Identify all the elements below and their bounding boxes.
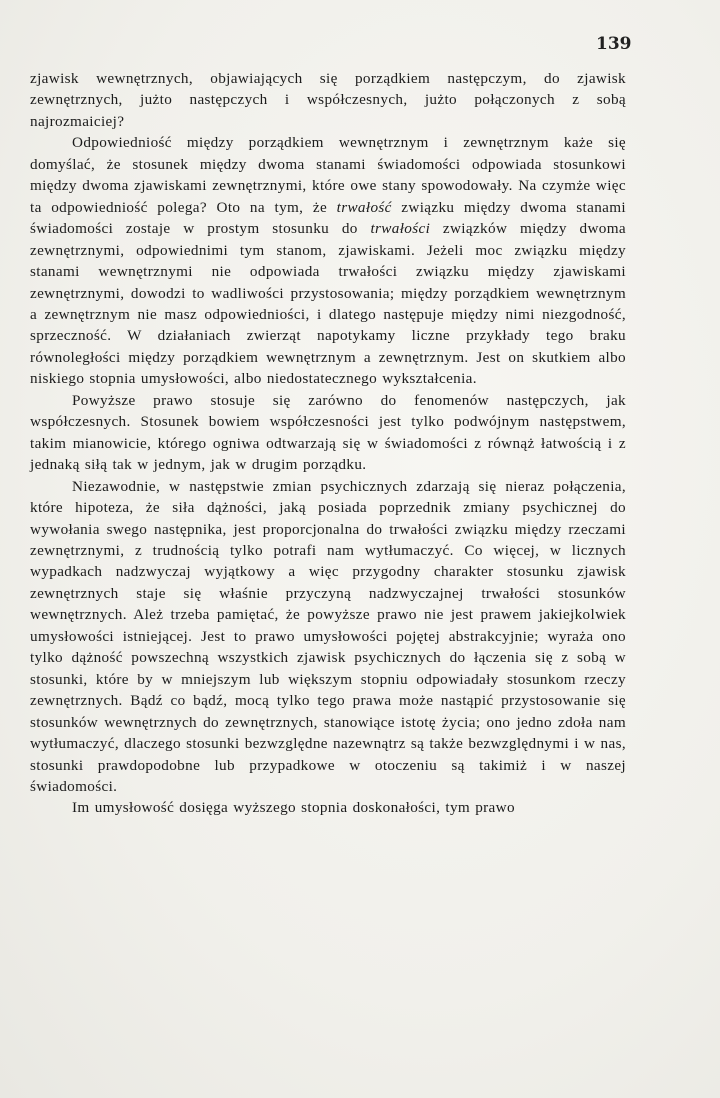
- paragraph: [30, 390, 626, 476]
- emphasized-text: trwałość: [336, 198, 392, 216]
- paragraph-text: związku między dwoma stanami świadomości zostaje w prostym stosunku do: [30, 198, 626, 238]
- emphasized-text: trwałości: [370, 220, 431, 238]
- paragraph: [30, 797, 626, 818]
- paragraph-text: zjawisk wewnętrznych, objawiających się porządkiem następczym, do zjawisk zewnętrznych, jużto następczych i współczesnych, jużto połączonych z sobą najrozmaiciej?: [30, 70, 626, 130]
- paragraph-text: Niezawodnie, w następstwie zmian psychicznych zdarzają się nieraz połączenia, które hipoteza, że siła dążności, jaką posiada poprzednik zmiany psychicznej do wywołania swego następnika, jest proporcjonalna do trwałości związku między rzeczami zewnętrznymi, z trudnością tylko potrafi nam wytłumaczyć. Co więcej, w licznych wypadkach nadzwyczaj wyjątkowy a więc przygodny charakter stosunku zjawisk zewnętrznych staje się właśnie przyczyną nadzwyczajnej trwałości stosunków wewnętrznych. Ależ trzeba pamiętać, że powyższe prawo nie jest prawem jakiejkolwiek umysłowości istniejącej. Jest to prawo umysłowości pojętej abstrakcyjnie; wyraża ono tylko dążność powszechną wszystkich zjawisk psychicznych do łączenia się z sobą w stosunki, które by w mniejszym lub większym stopniu odpowiadały stosunkom rzeczy zewnętrznych. Bądź co bądź, mocą tylko tego prawa może nastąpić przystosowanie się stosunków wewnętrznych do zewnętrznych, stanowiące istotę życia; ono jedno zdoła nam wytłumaczyć, dlaczego stosunki bezwzględne nazewnątrz są także bezwzględnymi i w nas, stosunki prawdopodobne lub przypadkowe w otoczeniu są takimiż i w naszej świadomości.: [30, 477, 626, 795]
- paragraph: [30, 68, 626, 132]
- body-text: [30, 68, 626, 819]
- paragraph-text: Powyższe prawo stosuje się zarówno do fenomenów następczych, jak współczesnych. Stosunek bowiem współczesności jest tylko podwójnym następstwem, takim mianowicie, którego ogniwa odtwarzają się w świadomości z równąż łatwością i z jednaką siłą tak w jednym, jak w drugim porządku.: [30, 391, 626, 474]
- paragraph: [30, 476, 626, 798]
- paragraph-text: Im umysłowość dosięga wyższego stopnia doskonałości, tym prawo: [72, 799, 515, 817]
- paragraph: [30, 132, 626, 389]
- paragraph-text: Odpowiedniość między porządkiem wewnętrznym i zewnętrznym każe się domyślać, że stosunek między dwoma stanami świadomości odpowiada stosunkowi między dwoma zjawiskami zewnętrznymi, które owe stany spowodowały. Na czymże więc ta odpowiedniość polega? Oto na tym, że: [30, 134, 626, 216]
- page-number: 139: [596, 34, 632, 54]
- paragraph-text: związków między dwoma zewnętrznymi, odpowiednimi tym stanom, zjawiskami. Jeżeli moc związku między stanami wewnętrznymi nie odpowiada trwałości związku między zjawiskami zewnętrznymi, dowodzi to wadliwości przystosowania; między porządkiem wewnętrznym a zewnętrznym nie masz odpowiedniości, i dlatego następuje między nimi niezgodność, sprzeczność. W działaniach zwierząt napotykamy liczne przykłady tego braku równoległości między porządkiem wewnętrznym a zewnętrznym. Jest on skutkiem albo niskiego stopnia umysłowości, albo niedostatecznego wykształcenia.: [30, 220, 626, 388]
